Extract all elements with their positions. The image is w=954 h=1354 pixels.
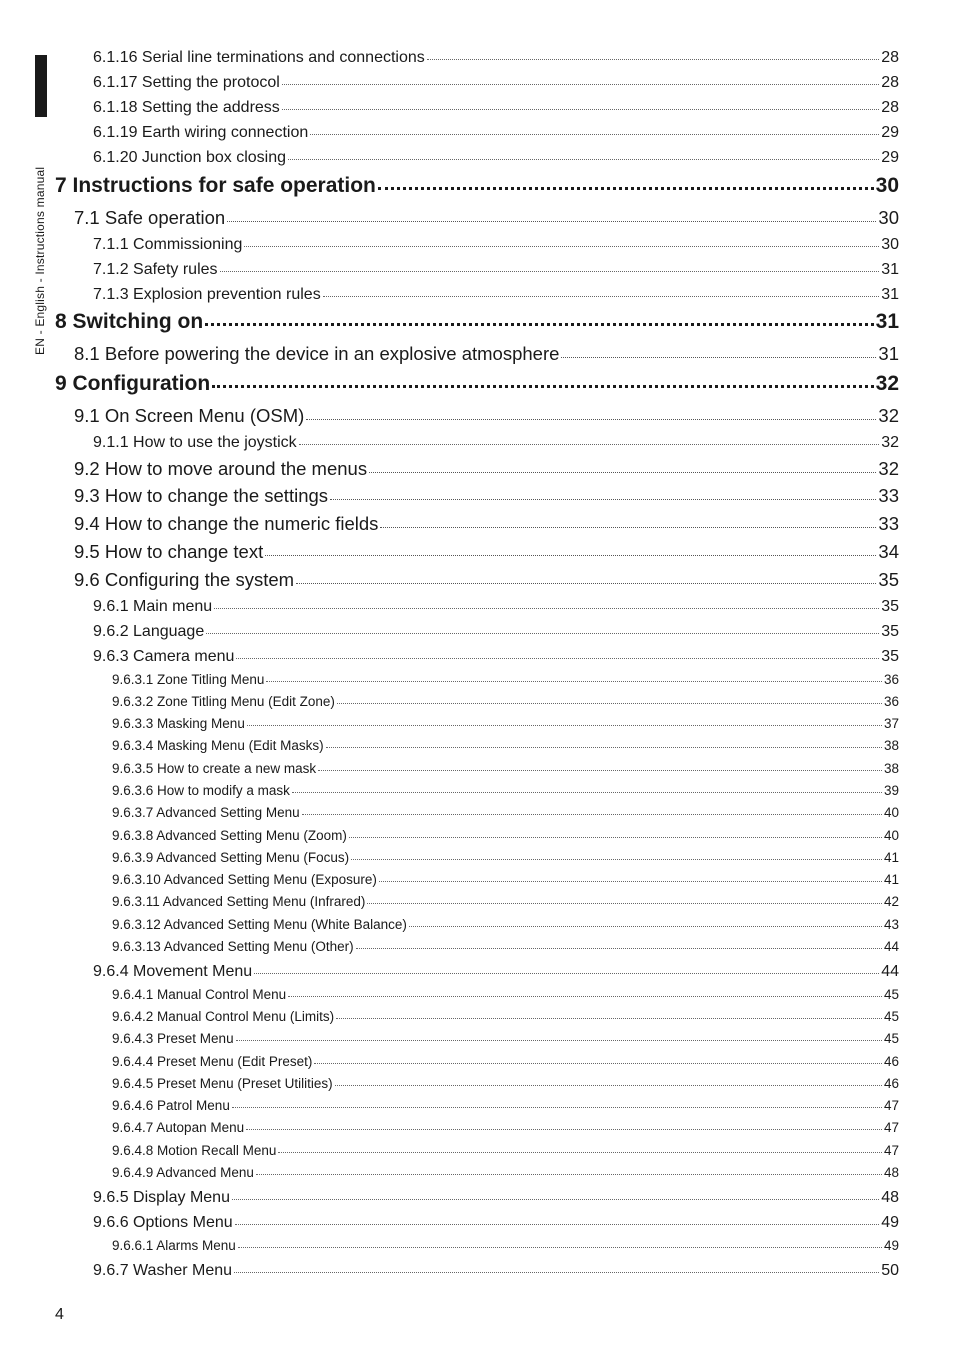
toc-entry-page: 31 bbox=[881, 260, 899, 278]
toc-entry-title: 9.6.6.1 Alarms Menu bbox=[112, 1238, 236, 1254]
toc-entry[interactable] bbox=[74, 404, 899, 426]
toc-entry-page: 47 bbox=[883, 1098, 899, 1114]
toc-entry-page: 44 bbox=[883, 939, 899, 955]
toc-entry[interactable] bbox=[112, 829, 899, 843]
toc-entry-title: 9.6 Configuring the system bbox=[74, 568, 295, 590]
toc-entry-page: 28 bbox=[881, 48, 899, 66]
toc-entry-page: 46 bbox=[883, 1054, 899, 1070]
toc-dot-leader bbox=[335, 1085, 882, 1086]
toc-dot-leader bbox=[356, 948, 882, 949]
toc-entry-page: 39 bbox=[883, 783, 899, 799]
toc-entry-title: 9.6.3.9 Advanced Setting Menu (Focus) bbox=[112, 850, 350, 866]
toc-entry-title: 9.6.3.10 Advanced Setting Menu (Exposure) bbox=[112, 872, 377, 888]
toc-entry-title: 7 Instructions for safe operation bbox=[55, 173, 376, 197]
toc-entry-page: 29 bbox=[881, 148, 899, 166]
toc-entry-title: 6.1.16 Serial line terminations and connections bbox=[93, 48, 425, 66]
toc-entry-page: 49 bbox=[881, 1213, 899, 1231]
toc-entry-page: 31 bbox=[881, 285, 899, 303]
toc-entry[interactable] bbox=[93, 287, 899, 303]
toc-dot-leader bbox=[380, 527, 876, 528]
toc-entry-title: 9.2 How to move around the menus bbox=[74, 457, 368, 479]
toc-entry[interactable] bbox=[93, 435, 899, 451]
toc-entry[interactable] bbox=[112, 940, 899, 954]
toc-entry-title: 9.6.7 Washer Menu bbox=[93, 1261, 233, 1279]
toc-dot-leader bbox=[232, 1199, 879, 1200]
toc-entry-title: 9.6.1 Main menu bbox=[93, 597, 213, 615]
toc-entry[interactable] bbox=[93, 1190, 899, 1206]
toc-entry[interactable] bbox=[93, 50, 899, 66]
toc-entry-title: 9.6.3.13 Advanced Setting Menu (Other) bbox=[112, 939, 354, 955]
toc-entry-page: 41 bbox=[883, 872, 899, 888]
toc-entry[interactable] bbox=[74, 484, 899, 506]
toc-entry-title: 7.1.2 Safety rules bbox=[93, 260, 218, 278]
toc-entry-title: 6.1.18 Setting the address bbox=[93, 98, 280, 116]
toc-entry-title: 8.1 Before powering the device in an explosive atmosphere bbox=[74, 342, 560, 364]
toc-entry[interactable] bbox=[55, 311, 899, 332]
toc-dot-leader bbox=[256, 1174, 882, 1175]
toc-entry-title: 9.6.3.2 Zone Titling Menu (Edit Zone) bbox=[112, 694, 335, 710]
toc-entry-title: 9.1.1 How to use the joystick bbox=[93, 433, 297, 451]
toc-entry-title: 9 Configuration bbox=[55, 371, 211, 395]
toc-entry-title: 9.6.4.7 Autopan Menu bbox=[112, 1120, 245, 1136]
toc-entry[interactable] bbox=[112, 895, 899, 909]
toc-dot-leader bbox=[288, 996, 882, 997]
toc-entry-title: 9.6.3.5 How to create a new mask bbox=[112, 761, 317, 777]
toc-entry-title: 9.6.3.12 Advanced Setting Menu (White Balance) bbox=[112, 917, 407, 933]
toc-entry[interactable] bbox=[112, 1077, 899, 1091]
toc-entry-title: 9.6.4.8 Motion Recall Menu bbox=[112, 1143, 277, 1159]
toc-entry-page: 45 bbox=[883, 1009, 899, 1025]
toc-entry-page: 47 bbox=[883, 1143, 899, 1159]
toc-entry-title: 6.1.19 Earth wiring connection bbox=[93, 123, 309, 141]
toc-entry[interactable] bbox=[93, 1263, 899, 1279]
toc-entry-title: 9.6.3.1 Zone Titling Menu bbox=[112, 672, 265, 688]
toc-entry-page: 48 bbox=[881, 1188, 899, 1206]
toc-entry[interactable] bbox=[112, 851, 899, 865]
toc-entry-title: 9.6.3.7 Advanced Setting Menu bbox=[112, 805, 300, 821]
toc-entry-title: 9.6.3.3 Masking Menu bbox=[112, 716, 245, 732]
toc-entry[interactable] bbox=[93, 624, 899, 640]
toc-entry-page: 37 bbox=[883, 716, 899, 732]
toc-entry-page: 40 bbox=[883, 828, 899, 844]
toc-entry-page: 35 bbox=[881, 647, 899, 665]
toc-dot-leader bbox=[236, 1040, 882, 1041]
toc-dot-leader bbox=[369, 472, 876, 473]
toc-dot-leader bbox=[314, 1063, 882, 1064]
toc-entry[interactable] bbox=[112, 762, 899, 776]
toc-entry[interactable] bbox=[74, 342, 899, 364]
toc-entry[interactable] bbox=[112, 1055, 899, 1069]
toc-entry-page: 32 bbox=[878, 457, 899, 479]
toc-entry-page: 35 bbox=[878, 568, 899, 590]
toc-dot-leader bbox=[266, 681, 882, 682]
toc-entry-title: 9.6.4.3 Preset Menu bbox=[112, 1031, 234, 1047]
toc-entry-title: 9.6.3.11 Advanced Setting Menu (Infrared) bbox=[112, 894, 366, 910]
toc-entry-page: 50 bbox=[881, 1261, 899, 1279]
toc-dot-leader bbox=[306, 419, 876, 420]
toc-entry[interactable] bbox=[93, 150, 899, 166]
toc-dot-leader bbox=[367, 903, 882, 904]
toc-entry-page: 45 bbox=[883, 1031, 899, 1047]
toc-entry-title: 9.6.4.1 Manual Control Menu bbox=[112, 987, 287, 1003]
toc-entry-title: 9.6.4.5 Preset Menu (Preset Utilities) bbox=[112, 1076, 333, 1092]
toc-dot-leader bbox=[318, 770, 882, 771]
toc-entry-title: 9.6.4.9 Advanced Menu bbox=[112, 1165, 254, 1181]
toc-entry[interactable] bbox=[112, 673, 899, 687]
toc-entry-page: 32 bbox=[881, 433, 899, 451]
toc-entry[interactable] bbox=[93, 1215, 899, 1231]
toc-dot-leader bbox=[378, 187, 874, 190]
toc-entry[interactable] bbox=[55, 175, 899, 196]
toc-entry[interactable] bbox=[93, 100, 899, 116]
toc-entry-page: 47 bbox=[883, 1120, 899, 1136]
toc-dot-leader bbox=[236, 658, 879, 659]
toc-entry[interactable] bbox=[93, 262, 899, 278]
toc-entry-page: 38 bbox=[883, 738, 899, 754]
toc-dot-leader bbox=[561, 357, 876, 358]
toc-dot-leader bbox=[349, 837, 882, 838]
toc-dot-leader bbox=[409, 926, 882, 927]
toc-dot-leader bbox=[310, 134, 879, 135]
toc-entry[interactable] bbox=[112, 784, 899, 798]
toc-dot-leader bbox=[246, 1129, 882, 1130]
toc-entry-page: 36 bbox=[883, 672, 899, 688]
toc-entry-title: 9.4 How to change the numeric fields bbox=[74, 512, 379, 534]
toc-entry-title: 9.3 How to change the settings bbox=[74, 484, 329, 506]
toc-entry[interactable] bbox=[93, 964, 899, 980]
toc-entry-page: 31 bbox=[878, 342, 899, 364]
toc-entry-page: 28 bbox=[881, 73, 899, 91]
toc-entry-title: 6.1.17 Setting the protocol bbox=[93, 73, 280, 91]
toc-entry-title: 9.5 How to change text bbox=[74, 540, 264, 562]
toc-entry-page: 31 bbox=[875, 309, 899, 333]
toc-dot-leader bbox=[247, 725, 882, 726]
page-number: 4 bbox=[55, 1306, 64, 1323]
toc-entry[interactable] bbox=[74, 568, 899, 590]
toc-entry[interactable] bbox=[74, 540, 899, 562]
toc-entry-page: 30 bbox=[878, 206, 899, 228]
toc-dot-leader bbox=[227, 221, 876, 222]
toc-entry[interactable] bbox=[55, 373, 899, 394]
toc-entry[interactable] bbox=[93, 599, 899, 615]
toc-entry-page: 35 bbox=[881, 597, 899, 615]
toc-entry[interactable] bbox=[112, 988, 899, 1002]
toc-entry-page: 45 bbox=[883, 987, 899, 1003]
toc-entry-page: 42 bbox=[883, 894, 899, 910]
toc-dot-leader bbox=[379, 881, 882, 882]
toc-entry-title: 9.6.4 Movement Menu bbox=[93, 962, 253, 980]
toc-entry-title: 9.6.3.6 How to modify a mask bbox=[112, 783, 290, 799]
toc-dot-leader bbox=[323, 296, 880, 297]
toc-entry[interactable] bbox=[93, 649, 899, 665]
toc-entry-title: 9.1 On Screen Menu (OSM) bbox=[74, 404, 305, 426]
toc-dot-leader bbox=[288, 159, 879, 160]
toc-entry[interactable] bbox=[112, 1166, 899, 1180]
toc-entry[interactable] bbox=[112, 1010, 899, 1024]
toc-dot-leader bbox=[337, 703, 882, 704]
toc-dot-leader bbox=[282, 84, 879, 85]
toc-dot-leader bbox=[206, 633, 879, 634]
toc-entry-title: 7.1.3 Explosion prevention rules bbox=[93, 285, 321, 303]
toc-entry-page: 44 bbox=[881, 962, 899, 980]
toc-entry[interactable] bbox=[112, 1099, 899, 1113]
toc-entry[interactable] bbox=[74, 206, 899, 228]
toc-entry[interactable] bbox=[74, 512, 899, 534]
toc-entry-title: 9.6.4.6 Patrol Menu bbox=[112, 1098, 230, 1114]
toc-entry-page: 36 bbox=[883, 694, 899, 710]
toc-entry[interactable] bbox=[112, 918, 899, 932]
toc-entry[interactable] bbox=[74, 457, 899, 479]
toc-entry-page: 41 bbox=[883, 850, 899, 866]
toc-dot-leader bbox=[265, 555, 876, 556]
toc-entry[interactable] bbox=[112, 695, 899, 709]
toc-entry-page: 40 bbox=[883, 805, 899, 821]
toc-dot-leader bbox=[220, 271, 880, 272]
toc-dot-leader bbox=[244, 246, 879, 247]
toc-dot-leader bbox=[296, 583, 876, 584]
toc-entry-page: 33 bbox=[878, 484, 899, 506]
toc-dot-leader bbox=[214, 608, 879, 609]
toc-entry[interactable] bbox=[112, 717, 899, 731]
toc-dot-leader bbox=[292, 792, 882, 793]
toc-entry-page: 38 bbox=[883, 761, 899, 777]
toc-dot-leader bbox=[238, 1247, 882, 1248]
toc-entry[interactable] bbox=[93, 237, 899, 253]
toc-entry-page: 49 bbox=[883, 1238, 899, 1254]
toc-entry-title: 9.6.2 Language bbox=[93, 622, 205, 640]
toc-entry-title: 9.6.5 Display Menu bbox=[93, 1188, 230, 1206]
toc-dot-leader bbox=[351, 859, 882, 860]
toc-entry-title: 7.1.1 Commissioning bbox=[93, 235, 243, 253]
toc-dot-leader bbox=[278, 1152, 882, 1153]
toc-entry-page: 34 bbox=[878, 540, 899, 562]
toc-entry-title: 9.6.6 Options Menu bbox=[93, 1213, 233, 1231]
toc-entry[interactable] bbox=[112, 1239, 899, 1253]
toc-entry-title: 6.1.20 Junction box closing bbox=[93, 148, 287, 166]
toc-entry[interactable] bbox=[112, 1121, 899, 1135]
toc-entry[interactable] bbox=[112, 1032, 899, 1046]
toc-entry-page: 30 bbox=[875, 173, 899, 197]
toc-entry-title: 9.6.3.8 Advanced Setting Menu (Zoom) bbox=[112, 828, 347, 844]
toc-entry-page: 32 bbox=[878, 404, 899, 426]
toc-entry[interactable] bbox=[112, 873, 899, 887]
toc-entry-page: 43 bbox=[883, 917, 899, 933]
toc-entry-page: 28 bbox=[881, 98, 899, 116]
toc-entry-page: 30 bbox=[881, 235, 899, 253]
toc-entry[interactable] bbox=[93, 125, 899, 141]
toc-entry-title: 9.6.4.4 Preset Menu (Edit Preset) bbox=[112, 1054, 313, 1070]
toc-entry-title: 9.6.4.2 Manual Control Menu (Limits) bbox=[112, 1009, 335, 1025]
toc-dot-leader bbox=[254, 973, 879, 974]
toc-dot-leader bbox=[326, 747, 882, 748]
toc-entry-title: 9.6.3 Camera menu bbox=[93, 647, 235, 665]
toc-entry-title: 9.6.3.4 Masking Menu (Edit Masks) bbox=[112, 738, 324, 754]
toc-entry-title: 8 Switching on bbox=[55, 309, 204, 333]
toc-dot-leader bbox=[212, 385, 873, 388]
toc-entry-title: 7.1 Safe operation bbox=[74, 206, 226, 228]
toc-entry-page: 29 bbox=[881, 123, 899, 141]
toc-entry[interactable] bbox=[112, 1144, 899, 1158]
toc-entry-page: 33 bbox=[878, 512, 899, 534]
toc-entry-page: 35 bbox=[881, 622, 899, 640]
toc-entry-page: 46 bbox=[883, 1076, 899, 1092]
toc-dot-leader bbox=[336, 1018, 882, 1019]
toc-dot-leader bbox=[235, 1224, 880, 1225]
toc-entry-page: 48 bbox=[883, 1165, 899, 1181]
toc-dot-leader bbox=[299, 444, 880, 445]
toc-dot-leader bbox=[330, 499, 876, 500]
side-label: EN - English - Instructions manual bbox=[33, 166, 47, 355]
toc-dot-leader bbox=[427, 59, 879, 60]
toc-dot-leader bbox=[302, 814, 882, 815]
toc-dot-leader bbox=[205, 323, 873, 326]
toc-entry[interactable] bbox=[112, 806, 899, 820]
toc-dot-leader bbox=[232, 1107, 882, 1108]
toc-dot-leader bbox=[234, 1272, 879, 1273]
toc-entry[interactable] bbox=[93, 75, 899, 91]
toc-entry[interactable] bbox=[112, 739, 899, 753]
toc-entry-page: 32 bbox=[875, 371, 899, 395]
toc-dot-leader bbox=[282, 109, 879, 110]
